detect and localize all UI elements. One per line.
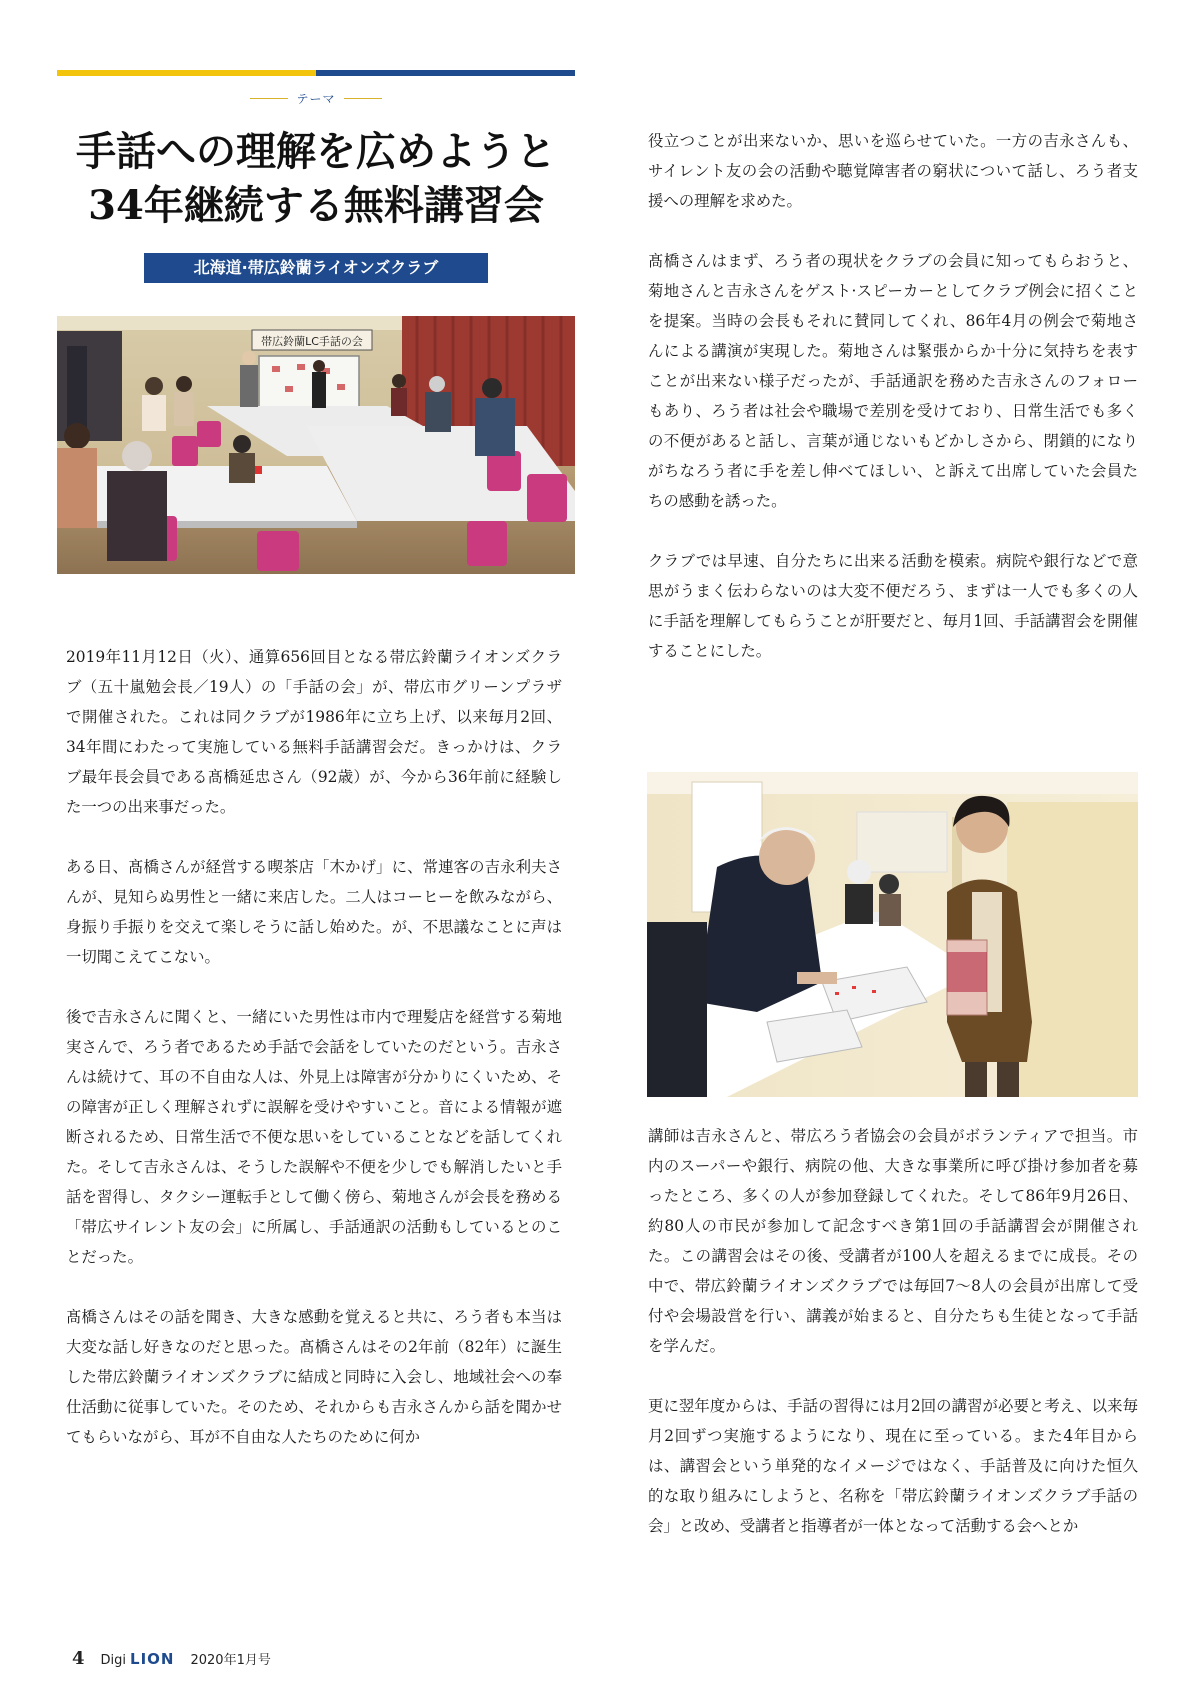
page-footer xyxy=(72,1648,271,1669)
theme-rule-right xyxy=(344,98,382,99)
article-paragraph: 役立つことが出来ないか、思いを巡らせていた。一方の吉永さんも、サイレント友の会の活動や聴覚障害者の窮状について話し、ろう者支援への理解を求めた。 xyxy=(648,132,1138,210)
photo-registration-image xyxy=(647,772,1138,1097)
photo-sign-language-class xyxy=(57,316,575,574)
article-column-right-top xyxy=(648,126,1138,696)
issue-label: 2020年1月号 xyxy=(190,1653,271,1668)
article-paragraph: クラブでは早速、自分たちに出来る活動を模索。病院や銀行などで意思がうまく伝わらないのは大変不便だろう、まずは一人でも多くの人に手話を理解してもらうことが肝要だと、毎月1回、手話講習会を開催することにした。 xyxy=(648,552,1138,660)
article-title xyxy=(57,125,575,233)
article-column-right-bottom xyxy=(648,1121,1138,1571)
magazine-brand xyxy=(101,1650,175,1668)
photo1-banner-text: 帯広鈴蘭LC手話の会 xyxy=(261,335,363,348)
header-color-bar xyxy=(57,70,575,76)
article-paragraph: 髙橋さんはその話を聞き、大きな感動を覚えると共に、ろう者も本当は大変な話し好きなのだと思った。髙橋さんはその2年前（82年）に誕生した帯広鈴蘭ライオンズクラブに結成と同時に入会し、地域社会への奉仕活動に従事していた。そのため、それからも吉永さんから話を聞かせてもらいながら、耳が不自由な人たちのために何か xyxy=(66,1308,562,1446)
article-title-line2: 34年継続する無料講習会 xyxy=(88,182,544,229)
brand-name: LION xyxy=(130,1650,175,1668)
theme-rule-left xyxy=(250,98,288,99)
photo-registration xyxy=(647,772,1138,1097)
article-paragraph: 講師は吉永さんと、帯広ろう者協会の会員がボランティアで担当。市内のスーパーや銀行、病院の他、大きな事業所に呼び掛け参加者を募ったところ、多くの人が参加登録してくれた。そして86年9月26日、約80人の市民が参加して記念すべき第1回の手話講習会が開催された。この講習会はその後、受講者が100人を超えるまでに成長。その中で、帯広鈴蘭ライオンズクラブでは毎回7〜8人の会員が出席して受付や会場設営を行い、講義が始まると、自分たちも生徒となって手話を学んだ。 xyxy=(648,1127,1138,1355)
page-number: 4 xyxy=(72,1648,85,1669)
header-bar-blue xyxy=(316,70,575,76)
theme-label xyxy=(57,90,575,107)
article-paragraph: 髙橋さんはまず、ろう者の現状をクラブの会員に知ってもらおうと、菊地さんと吉永さんをゲスト·スピーカーとしてクラブ例会に招くことを提案。当時の会長もそれに賛同してくれ、86年4月の例会で菊地さんによる講演が実現した。菊地さんは緊張からか十分に気持ちを表すことが出来ない様子だったが、手話通訳を務めた吉永さんのフォローもあり、ろう者は社会や職場で差別を受けており、日常生活でも多くの不便があると話し、言葉が通じないもどかしさから、閉鎖的になりがちなろう者に手を差し伸べてほしい、と訴えて出席していた会員たちの感動を誘った。 xyxy=(648,252,1138,510)
article-title-line1: 手話への理解を広めようと xyxy=(76,128,556,175)
article-paragraph: ある日、髙橋さんが経営する喫茶店「木かげ」に、常連客の吉永利夫さんが、見知らぬ男性と一緒に来店した。二人はコーヒーを飲みながら、身振り手振りを交えて楽しそうに話し始めた。が、不思議なことに声は一切聞こえてこない。 xyxy=(66,858,562,966)
header-bar-yellow xyxy=(57,70,316,76)
brand-prefix: Digi xyxy=(100,1653,127,1668)
article-paragraph: 更に翌年度からは、手話の習得には月2回の講習が必要と考え、以来毎月2回ずつ実施するようになり、現在に至っている。また4年目からは、講習会という単発的なイメージではなく、手話普及に向けた恒久的な取り組みにしようと、名称を「帯広鈴蘭ライオンズクラブ手話の会」と改め、受講者と指導者が一体となって活動する会へとか xyxy=(648,1397,1138,1535)
club-name-badge: 北海道·帯広鈴蘭ライオンズクラブ xyxy=(144,253,488,283)
photo-sign-language-class-image xyxy=(57,316,575,574)
article-paragraph: 後で吉永さんに聞くと、一緒にいた男性は市内で理髪店を経営する菊地実さんで、ろう者であるため手話で会話をしていたのだという。吉永さんは続けて、耳の不自由な人は、外見上は障害が分かりにくいため、その障害が正しく理解されずに誤解を受けやすいこと。音による情報が遮断されるため、日常生活で不便な思いをしていることなどを話してくれた。そして吉永さんは、そうした誤解や不便を少しでも解消したいと手話を習得し、タクシー運転手として働く傍ら、菊地さんが会長を務める「帯広サイレント友の会」に所属し、手話通訳の活動もしているとのことだった。 xyxy=(66,1008,562,1266)
theme-label-text: テーマ xyxy=(296,92,336,106)
article-column-left xyxy=(66,642,562,1482)
article-paragraph: 2019年11月12日（火）、通算656回目となる帯広鈴蘭ライオンズクラブ（五十嵐勉会長／19人）の「手話の会」が、帯広市グリーンプラザで開催された。これは同クラブが1986年に立ち上げ、以来毎月2回、34年間にわたって実施している無料手話講習会だ。きっかけは、クラブ最年長会員である髙橋延忠さん（92歳）が、今から36年前に経験した一つの出来事だった。 xyxy=(66,648,562,816)
